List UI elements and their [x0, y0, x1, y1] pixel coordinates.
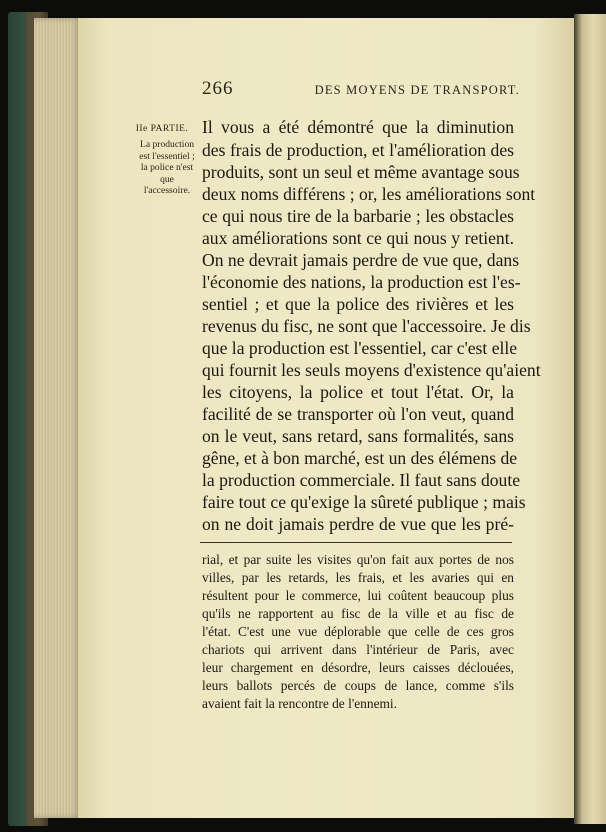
- footnote-line: résultent pour le commerce, lui coûtent beaucoup plus: [202, 588, 514, 603]
- body-line: la production commerciale. Il faut sans doute: [202, 470, 521, 490]
- body-line: des frais de production, et l'amélioration des: [202, 140, 514, 160]
- body-line: qui fournit les seuls moyens d'existence qu'aient: [202, 360, 541, 380]
- footnote-line: l'état. C'est une vue déplorable que celle de ces gros: [202, 624, 514, 639]
- body-line: les citoyens, la police et tout l'état. Or, la: [202, 382, 514, 402]
- marginal-note-line: la police n'est: [140, 162, 194, 173]
- body-line: deux noms différens ; or, les améliorations sont: [202, 184, 536, 204]
- body-line: faire tout ce qu'exige la sûreté publique ; mais: [202, 492, 526, 512]
- footnote-line: qu'ils ne rapportent au fisc de la ville et au fisc de: [202, 606, 514, 621]
- running-head: [202, 78, 520, 100]
- footnote-line: avaient fait la rencontre de l'ennemi.: [202, 696, 397, 711]
- marginal-note: [128, 124, 206, 197]
- body-line: on le veut, sans retard, sans formalités, sans: [202, 426, 514, 446]
- marginal-part-label: IIe PARTIE.: [135, 124, 189, 134]
- body-line: gêne, et à bon marché, est un des élémens de: [202, 448, 518, 468]
- body-line: aux améliorations sont ce qui nous y retient.: [202, 228, 514, 248]
- facing-page-edge: [574, 14, 606, 824]
- body-line: revenus du fisc, ne sont que l'accessoire. Je dis: [202, 316, 531, 336]
- footnote-line: leurs ballots percés de coups de lance, comme s'ils: [202, 678, 514, 693]
- footnote-line: leur chargement en désordre, leurs caisses déclouées,: [202, 660, 514, 675]
- footnote-line: villes, par les retards, les frais, et les avaries qui en: [202, 570, 514, 585]
- body-line: On ne devrait jamais perdre de vue que, dans: [202, 250, 520, 270]
- running-title: DES MOYENS DE TRANSPORT.: [314, 83, 520, 97]
- page-number: 266: [202, 78, 234, 99]
- footnote-rule: [200, 542, 512, 543]
- body-line: on ne doit jamais perdre de vue que les pré-: [202, 514, 514, 534]
- marginal-note-line: que: [160, 173, 174, 185]
- body-line: sentiel ; et que la police des rivières et les: [202, 294, 514, 314]
- body-line: l'économie des nations, la production est l'es-: [202, 272, 521, 292]
- footnote-line: rial, et par suite les visites qu'on fait aux portes de nos: [202, 552, 514, 567]
- body-line: que la production est l'essentiel, car c'est elle: [202, 338, 518, 358]
- body-line: produits, sont un seul et même avantage sous: [202, 162, 520, 182]
- marginal-note-line: est l'essentiel ;: [139, 150, 195, 162]
- body-line: Il vous a été démontré que la diminution: [202, 117, 514, 137]
- footnote-line: chariots qui arrivent dans l'intérieur de Paris, avec: [202, 642, 514, 657]
- page-edges: [34, 18, 80, 818]
- body-line: facilité de se transporter où l'on veut, quand: [202, 404, 514, 424]
- marginal-note-line: La production: [139, 139, 195, 150]
- marginal-note-line: l'accessoire.: [143, 185, 191, 196]
- body-line: ce qui nous tire de la barbarie ; les obstacles: [202, 206, 514, 226]
